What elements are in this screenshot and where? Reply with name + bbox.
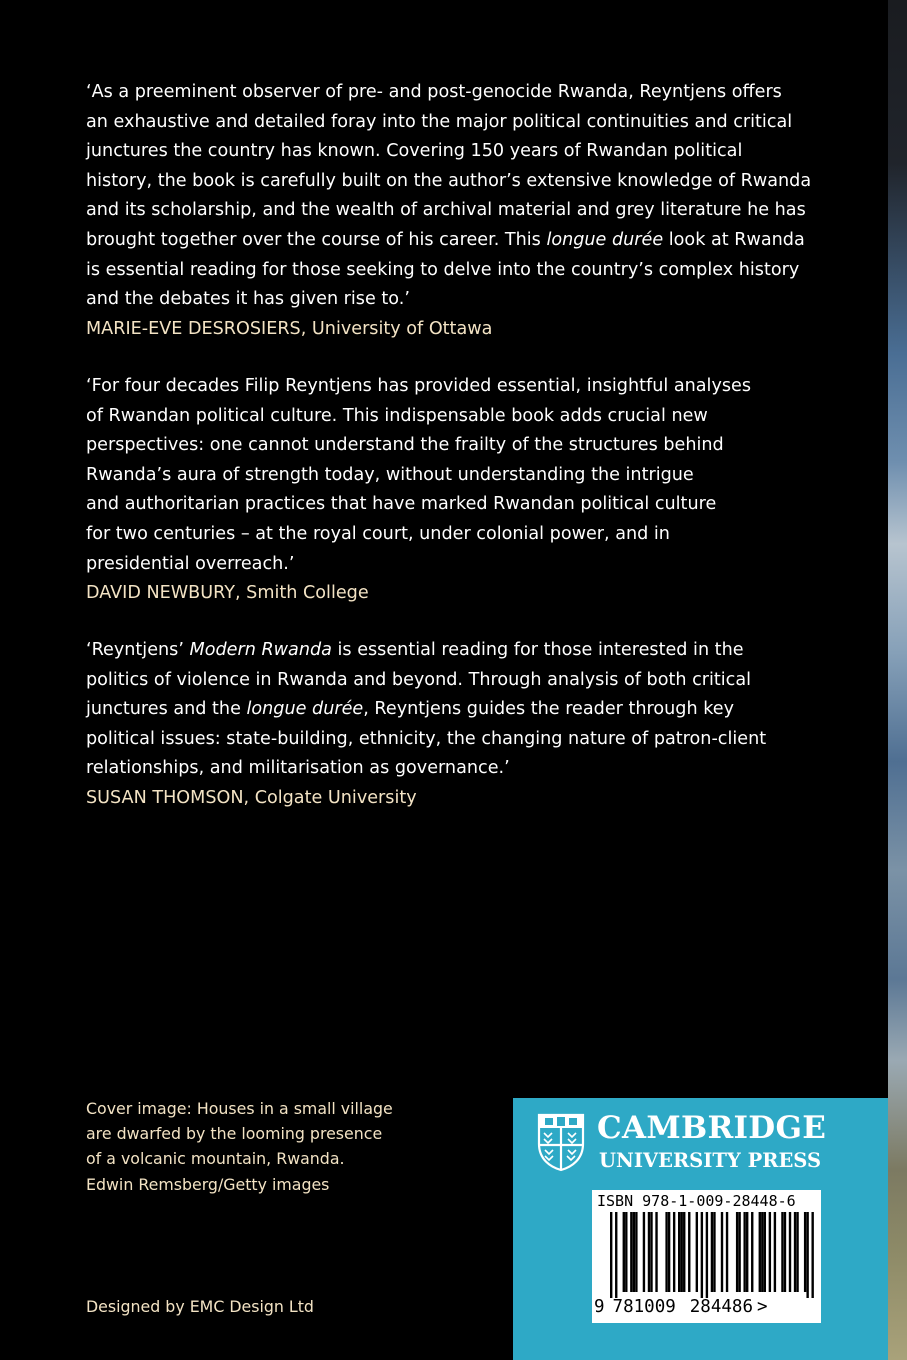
barcode-bar — [726, 1212, 728, 1292]
quote-line: is essential reading for those seeking to delve into the country’s complex history — [86, 259, 800, 280]
barcode-bar — [789, 1212, 791, 1292]
publisher-subtitle: UNIVERSITY PRESS — [599, 1149, 822, 1172]
barcode-bar — [743, 1212, 745, 1292]
cover-photo-edge — [888, 0, 907, 1360]
barcode-bar — [761, 1212, 763, 1292]
quote-line: presidential overreach.’ — [86, 553, 295, 574]
barcode-bar — [794, 1212, 796, 1292]
quote-italic-term: longue durée — [546, 229, 664, 250]
quote-author: SUSAN THOMSON — [86, 787, 244, 808]
quote-line — [86, 636, 826, 666]
quote-line: perspectives: one cannot understand the frailty of the structures behind — [86, 435, 724, 456]
barcode-bar — [706, 1212, 708, 1298]
barcode-bar — [678, 1212, 680, 1292]
barcode-bar — [769, 1212, 771, 1292]
quote-text: , Reyntjens guides the reader through key — [363, 699, 734, 720]
endorsement-quote-1 — [86, 78, 826, 344]
quote-line — [86, 695, 826, 725]
barcode-bar — [806, 1212, 808, 1298]
barcode-quiet-arrow: > — [756, 1297, 768, 1317]
quote-line: ‘For four decades Filip Reyntjens has provided essential, insightful analyses — [86, 376, 752, 396]
barcode-bar — [696, 1212, 698, 1292]
quote-line: relationships, and militarisation as governance.’ — [86, 758, 510, 779]
quote-line: and the debates it has given rise to.’ — [86, 289, 410, 310]
barcode-digits — [594, 1296, 768, 1318]
barcode-bar — [681, 1212, 683, 1292]
barcode-bar — [633, 1212, 635, 1292]
barcode-bar — [736, 1212, 738, 1292]
quote-line: Rwanda’s aura of strength today, without understanding the intrigue — [86, 464, 694, 485]
barcode-right-group: 284486 — [689, 1297, 753, 1317]
quote-author: DAVID NEWBURY — [86, 583, 235, 604]
designer-credit: Designed by EMC Design Ltd — [86, 1297, 314, 1316]
quote-text: junctures and the — [86, 699, 247, 720]
barcode-bar — [625, 1212, 627, 1292]
quote-attribution — [86, 784, 826, 814]
quote-affiliation: , Colgate University — [243, 787, 417, 808]
quote-line: and its scholarship, and the wealth of archival material and grey literature he has — [86, 200, 806, 221]
barcode-bar — [648, 1212, 650, 1292]
quote-line: junctures the country has known. Covering 150 years of Rwandan political — [86, 141, 743, 162]
quote-line — [86, 226, 826, 256]
quote-italic-title: Modern Rwanda — [189, 640, 332, 660]
barcode-first-digit: 9 — [594, 1297, 605, 1317]
barcode-bar — [635, 1212, 637, 1292]
barcode-bar — [759, 1212, 761, 1292]
barcode-bar — [643, 1212, 645, 1292]
quote-line: of Rwandan political culture. This indispensable book adds crucial new — [86, 405, 708, 426]
endorsement-quote-3 — [86, 636, 826, 814]
barcode-bar — [774, 1212, 776, 1292]
quote-line: history, the book is carefully built on the author’s extensive knowledge of Rwanda — [86, 170, 812, 191]
barcode-bar — [615, 1212, 617, 1298]
barcode-bar — [711, 1212, 713, 1292]
quote-affiliation: , Smith College — [234, 583, 369, 604]
credit-line: Cover image: Houses in a small village — [86, 1099, 393, 1118]
barcode-bar — [623, 1212, 625, 1292]
barcode-bar — [811, 1212, 813, 1298]
barcode-bar — [650, 1212, 652, 1292]
quote-author: MARIE-EVE DESROSIERS — [86, 318, 301, 339]
credit-line: of a volcanic mountain, Rwanda. — [86, 1149, 345, 1169]
barcode-bar — [796, 1212, 798, 1292]
endorsement-quote-2 — [86, 372, 826, 609]
isbn-label: ISBN 978-1-009-28448-6 — [597, 1192, 796, 1210]
publisher-panel — [513, 1098, 888, 1360]
barcode-bar — [804, 1212, 806, 1292]
quote-line: an exhaustive and detailed foray into the major political continuities and critical — [86, 111, 793, 132]
barcode-bar — [673, 1212, 675, 1292]
quote-line: and authoritarian practices that have marked Rwandan political culture — [86, 494, 717, 515]
quote-line: ‘As a preeminent observer of pre- and post-genocide Rwanda, Reyntjens offers — [86, 82, 782, 102]
quote-text: brought together over the course of his career. This — [86, 229, 547, 250]
barcode-bar — [630, 1212, 632, 1292]
barcode-bar — [746, 1212, 748, 1292]
credit-line: are dwarfed by the looming presence — [86, 1124, 383, 1144]
barcode-bar — [713, 1212, 715, 1292]
quote-line: political issues: state-building, ethnicity, the changing nature of patron-client — [86, 728, 767, 749]
barcode-bar — [738, 1212, 740, 1292]
quote-text: is essential reading for those interested in the — [331, 640, 744, 660]
credit-line: Edwin Remsberg/Getty images — [86, 1174, 330, 1194]
quote-line: for two centuries – at the royal court, under colonial power, and in — [86, 523, 670, 544]
barcode-bar — [665, 1212, 667, 1292]
quote-text: look at Rwanda — [663, 229, 805, 250]
cambridge-shield-icon — [536, 1112, 586, 1172]
barcode-bar — [751, 1212, 753, 1292]
barcode-bar — [688, 1212, 690, 1292]
quote-italic-term: longue durée — [246, 699, 364, 720]
barcode-bar — [721, 1212, 723, 1292]
barcode-bars — [610, 1212, 814, 1298]
quote-attribution — [86, 315, 826, 345]
quote-attribution — [86, 579, 826, 609]
barcode-bar — [781, 1212, 783, 1292]
barcode-bar — [784, 1212, 786, 1292]
publisher-name: CAMBRIDGE — [597, 1110, 827, 1146]
quote-text: ‘Reyntjens’ — [86, 640, 190, 660]
isbn-barcode — [592, 1190, 821, 1323]
barcode-bar — [683, 1212, 685, 1292]
barcode-bar — [764, 1212, 766, 1292]
cover-image-credit — [86, 1096, 393, 1197]
barcode-bar — [655, 1212, 657, 1292]
barcode-left-group: 781009 — [612, 1297, 676, 1317]
barcode-bar — [668, 1212, 670, 1292]
quote-line: politics of violence in Rwanda and beyond. Through analysis of both critical — [86, 669, 752, 690]
quote-affiliation: , University of Ottawa — [300, 318, 493, 339]
barcode-bar — [701, 1212, 703, 1298]
barcode-bar — [610, 1212, 612, 1298]
